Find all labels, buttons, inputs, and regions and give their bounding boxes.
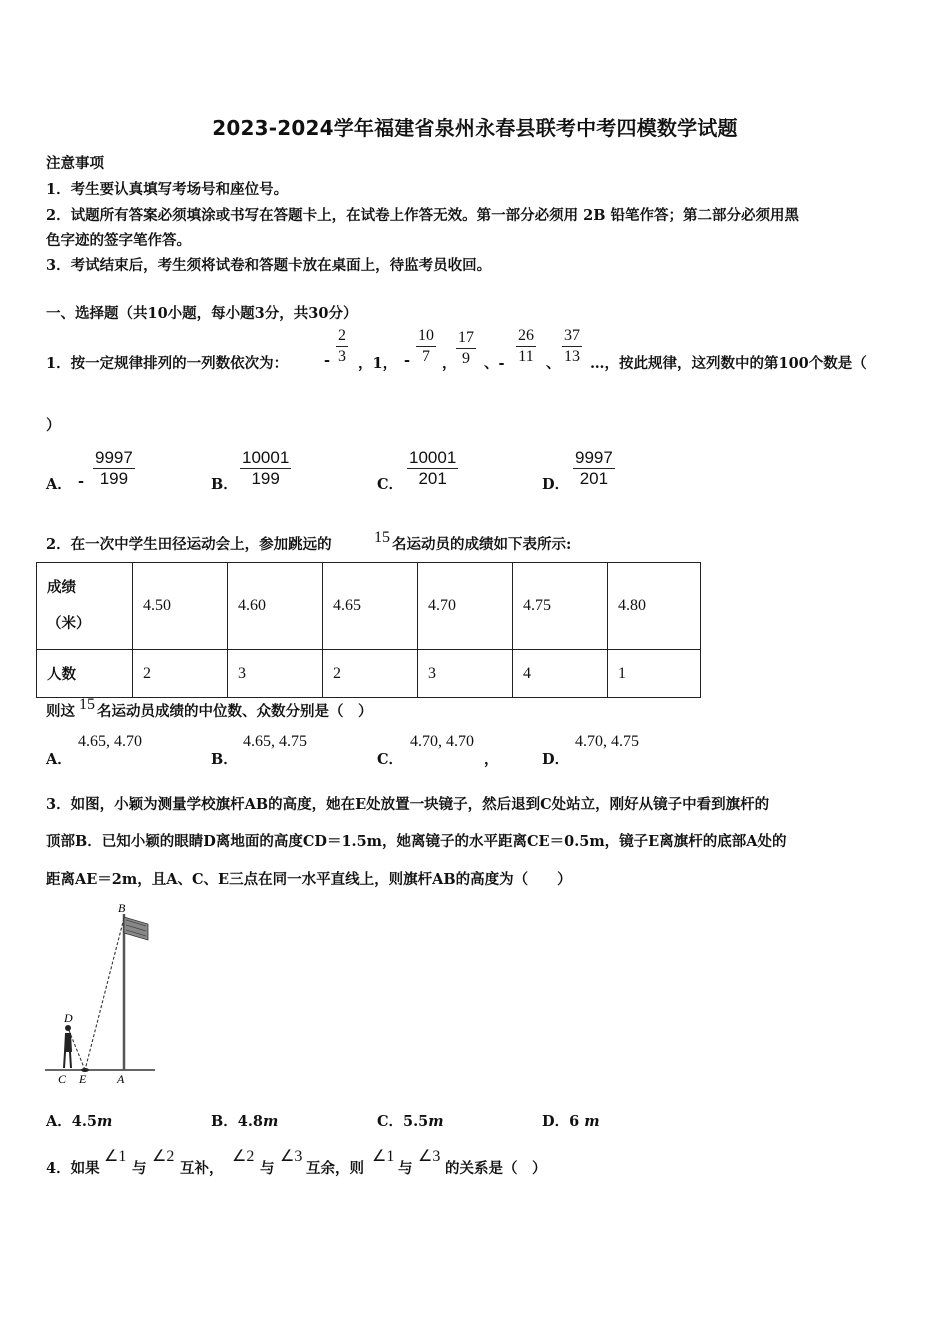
option-label: D．	[542, 1113, 570, 1130]
score-table	[36, 562, 701, 698]
flagpole-figure	[40, 900, 165, 1090]
person-body-shape	[64, 1033, 72, 1052]
q1-fraction	[336, 326, 348, 367]
notice-item: 3．考试结束后，考生须将试卷和答题卡放在桌面上，待监考员收回。	[46, 257, 492, 274]
option-sign: -	[78, 473, 85, 490]
q3-text: 顶部B．已知小颖的眼睛D离地面的高度CD＝1.5m，她离镜子的水平距离CE＝0.5m，镜子E离旗杆的底部A处的	[46, 833, 787, 850]
q4-text: 与	[398, 1160, 413, 1177]
section-heading: 一、选择题（共10小题，每小题3分，共30分）	[46, 305, 358, 322]
q4-text: 4．如果	[46, 1160, 100, 1177]
option-value: 4.70, 4.75	[575, 733, 639, 750]
option-label: D．	[542, 476, 570, 493]
q2-question: 名运动员成绩的中位数、众数分别是（ ）	[97, 703, 373, 720]
table-cell: 1	[608, 650, 701, 698]
table-row	[37, 650, 701, 698]
option-value: 4.65, 4.70	[78, 733, 142, 750]
q3-option	[46, 1110, 112, 1131]
option-fraction	[407, 448, 458, 489]
label-a: A	[117, 1072, 125, 1086]
q2-text: 名运动员的成绩如下表所示:	[392, 536, 572, 553]
denominator: 201	[418, 469, 447, 488]
light-ray-line	[85, 918, 124, 1070]
table-cell: 2	[323, 650, 418, 698]
q3-option	[211, 1110, 278, 1131]
q4-text: 互补，	[180, 1160, 224, 1177]
q1-close: ）	[46, 417, 61, 434]
table-cell: 4.65	[323, 563, 418, 650]
q4-text: 与	[132, 1160, 147, 1177]
q1-fraction	[516, 326, 536, 367]
table-cell: 3	[418, 650, 513, 698]
denominator: 3	[338, 348, 346, 365]
q1-fraction	[456, 328, 476, 369]
label-c: C	[58, 1072, 67, 1086]
option-value: 4.5	[71, 1113, 97, 1130]
numerator: 10001	[242, 448, 290, 467]
table-cell: 4.60	[228, 563, 323, 650]
angle-symbol: ∠2	[232, 1148, 255, 1165]
option-tail: ，	[484, 751, 499, 768]
q1-prefix: 1．按一定规律排列的一列数依次为：	[46, 355, 289, 372]
option-unit: m	[263, 1113, 279, 1130]
option-label: A．	[46, 1113, 72, 1130]
q2-text: 2．在一次中学生田径运动会上，参加跳远的	[46, 536, 332, 553]
table-header-cell	[37, 563, 133, 650]
header-text: （米）	[47, 616, 91, 632]
table-cell: 4	[513, 650, 608, 698]
denominator: 199	[251, 469, 280, 488]
numerator: 26	[516, 326, 536, 347]
numerator: 37	[562, 326, 582, 347]
table-row	[37, 563, 701, 650]
option-label: A．	[46, 751, 72, 768]
angle-symbol: ∠3	[418, 1148, 441, 1165]
option-value: 4.8	[237, 1113, 263, 1130]
numerator: 10	[416, 326, 436, 347]
option-fraction	[93, 448, 135, 489]
table-cell: 4.80	[608, 563, 701, 650]
notice-item: 色字迹的签字笔作答。	[46, 232, 191, 249]
option-label: D．	[542, 751, 570, 768]
label-b: B	[118, 901, 126, 915]
option-unit: m	[97, 1113, 113, 1130]
q1-sign: -	[324, 352, 331, 369]
q3-text: 距离AE＝2m，且A、C、E三点在同一水平直线上，则旗杆AB的高度为（ ）	[46, 871, 572, 888]
q4-text: 的关系是（ ）	[445, 1160, 547, 1177]
table-cell: 4.75	[513, 563, 608, 650]
denominator: 11	[518, 348, 534, 365]
q1-sign: 、	[546, 355, 561, 372]
label-e: E	[79, 1072, 87, 1086]
numerator: 9997	[575, 448, 613, 467]
q2-question: 则这	[46, 703, 75, 720]
q1-sign: 、-	[484, 355, 505, 372]
q1-suffix: …，按此规律，这列数中的第100个数是（	[590, 355, 867, 372]
denominator: 201	[579, 469, 609, 488]
q1-fraction	[562, 326, 582, 367]
header-text: 成绩	[47, 580, 76, 596]
option-label: A．	[46, 476, 72, 493]
denominator: 9	[462, 350, 470, 367]
q1-sign: -	[404, 352, 411, 369]
q1-sign: ，	[442, 355, 457, 372]
q4-text: 互余，则	[306, 1160, 364, 1177]
option-unit: m	[584, 1113, 600, 1130]
q3-option	[377, 1110, 444, 1131]
denominator: 7	[422, 348, 430, 365]
q2-count: 15	[79, 696, 95, 713]
option-fraction	[573, 448, 615, 489]
option-label: B．	[211, 751, 238, 768]
notice-heading: 注意事项	[46, 155, 104, 172]
option-label: C．	[377, 476, 404, 493]
option-label: B．	[211, 476, 238, 493]
denominator: 13	[564, 348, 580, 365]
notice-item: 2．试题所有答案必须填涂或书写在答题卡上，在试卷上作答无效。第一部分必须用 2B 铅笔作答；第二部分必须用黑	[46, 207, 800, 224]
table-cell: 4.70	[418, 563, 513, 650]
option-value: 5.5	[403, 1113, 429, 1130]
numerator: 17	[456, 328, 476, 349]
option-value: 4.70, 4.70	[410, 733, 474, 750]
angle-symbol: ∠1	[104, 1148, 127, 1165]
q4-text: 与	[260, 1160, 275, 1177]
numerator: 9997	[95, 448, 133, 467]
option-label: C．	[377, 1113, 404, 1130]
table-cell: 2	[133, 650, 228, 698]
q3-option	[542, 1110, 600, 1131]
numerator: 2	[336, 326, 348, 347]
numerator: 10001	[409, 448, 457, 467]
table-cell: 4.50	[133, 563, 228, 650]
table-cell: 3	[228, 650, 323, 698]
option-label: C．	[377, 751, 404, 768]
option-value: 6	[569, 1113, 585, 1130]
q3-text: 3．如图，小颖为测量学校旗杆AB的高度，她在E处放置一块镜子，然后退到C处站立，刚好从镜子中看到旗杆的	[46, 796, 770, 813]
angle-symbol: ∠1	[372, 1148, 395, 1165]
table-header-cell: 人数	[37, 650, 133, 698]
q2-count: 15	[374, 529, 390, 546]
page-title: 2023-2024学年福建省泉州永春县联考中考四模数学试题	[212, 116, 738, 140]
option-label: B．	[211, 1113, 238, 1130]
option-unit: m	[428, 1113, 444, 1130]
option-fraction	[240, 448, 291, 489]
denominator: 199	[99, 469, 129, 488]
person-legs-shape	[64, 1052, 71, 1068]
q1-term-plain: ，1，	[358, 355, 398, 372]
option-value: 4.65, 4.75	[243, 733, 307, 750]
notice-item: 1．考生要认真填写考场号和座位号。	[46, 181, 289, 198]
q1-fraction	[416, 326, 436, 367]
angle-symbol: ∠2	[152, 1148, 175, 1165]
angle-symbol: ∠3	[280, 1148, 303, 1165]
person-head-shape	[65, 1025, 71, 1031]
label-d: D	[64, 1011, 73, 1025]
